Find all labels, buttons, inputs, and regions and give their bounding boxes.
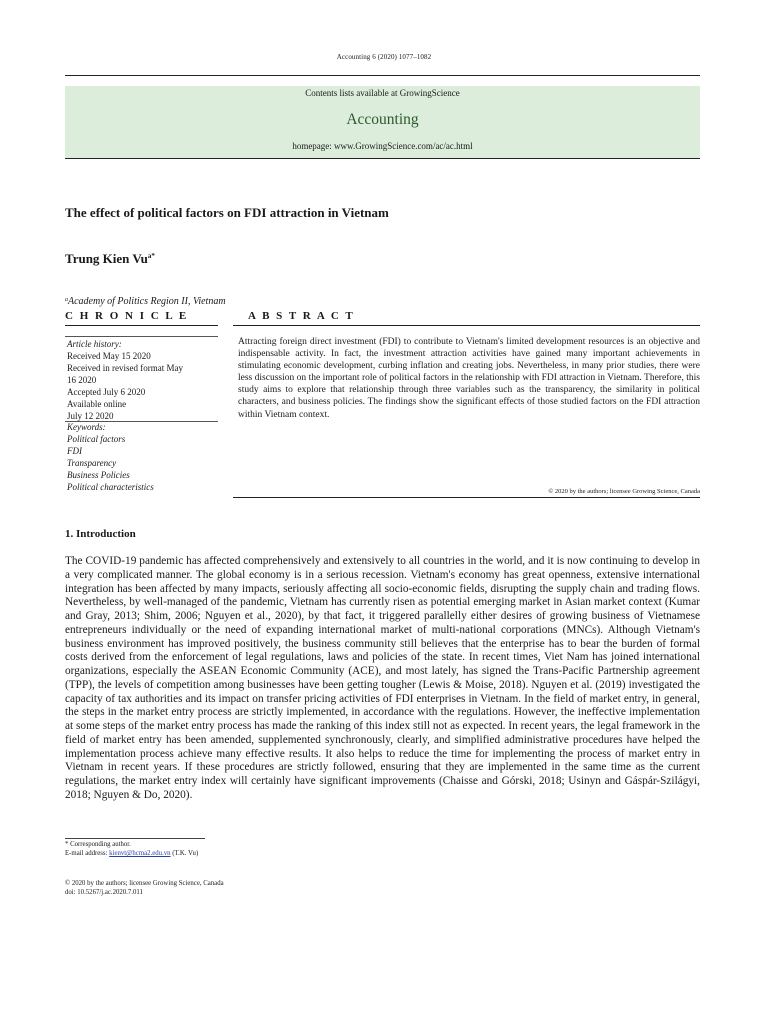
journal-name: Accounting xyxy=(346,111,419,128)
history-rule xyxy=(65,336,218,337)
email-line xyxy=(65,849,198,858)
journal-banner xyxy=(65,86,700,158)
affiliation xyxy=(65,296,226,307)
history-line: Received in revised format May xyxy=(67,363,183,373)
keyword-item: Transparency xyxy=(67,458,117,468)
keyword-item: FDI xyxy=(67,446,82,456)
affiliation-text: Academy of Politics Region II, Vietnam xyxy=(68,296,226,307)
banner-rule xyxy=(65,158,700,159)
article-history xyxy=(67,338,183,422)
footer-copyright: © 2020 by the authors; licensee Growing Science, Canada xyxy=(65,880,224,887)
chronicle-heading: C H R O N I C L E xyxy=(65,310,189,322)
article-title: The effect of political factors on FDI attraction in Vietnam xyxy=(65,205,389,220)
keyword-item: Political factors xyxy=(67,434,126,444)
abstract-heading: A B S T R A C T xyxy=(248,310,355,322)
history-label: Article history: xyxy=(67,339,122,349)
doi: doi: 10.5267/j.ac.2020.7.011 xyxy=(65,889,143,896)
email-suffix: (T.K. Vu) xyxy=(172,850,199,857)
introduction-heading: 1. Introduction xyxy=(65,528,136,540)
abstract-copyright: © 2020 by the authors; licensee Growing Science, Canada xyxy=(548,488,700,495)
abstract-rule-top xyxy=(233,325,700,326)
affiliation-mark: a xyxy=(65,297,68,303)
keywords-label: Keywords: xyxy=(67,422,106,432)
corresponding-note: * Corresponding author. xyxy=(65,841,131,848)
contents-line: Contents lists available at GrowingScience xyxy=(305,88,460,98)
author-text: Trung Kien Vu xyxy=(65,251,148,266)
chronicle-rule xyxy=(65,325,218,326)
email-label: E-mail address: xyxy=(65,850,108,857)
journal-homepage: homepage: www.GrowingScience.com/ac/ac.html xyxy=(292,141,473,151)
abstract-rule-bottom xyxy=(233,497,700,498)
keyword-item: Political characteristics xyxy=(67,482,154,492)
history-line: July 12 2020 xyxy=(67,411,114,421)
author-marks: a* xyxy=(147,252,155,260)
abstract-text: Attracting foreign direct investment (FDI) to contribute to Vietnam's limited development resources is an objective and indispensable activity. In fact, the investment attraction activities have gained many important achievements in stimulating economic development, curbing inflation and creating jobs. Nevertheless, in many prior studies, there were less discussion on the important role of political factors in the relationship with FDI attraction in Vietnam. Therefore, this study aims to explore that relationship through three variables such as the transparency, the similarity in political characters, and business policies. The findings show the significant effects of those studied factors on the FDI attraction within Vietnam context. xyxy=(238,337,700,420)
running-head: Accounting 6 (2020) 1077–1082 xyxy=(336,53,432,61)
footnote-rule xyxy=(65,838,205,839)
introduction-text: The COVID-19 pandemic has affected comprehensively and extensively to all countries in the world, and it is now continuing to develop in a very complicated manner. The global economy is in a serious recession. Vietnam's economy has great openness, extensive international integration has been affected by many impacts, seriously affecting all socio-economic fields, disrupting the supply chain and trading flows. Nevertheless, by well-managed of the pandemic, Vietnam has currently risen as potential emerging market in Asian market context (Kumar and Gray, 2013; Shim, 2006; Nguyen et al., 2020), by that fact, it triggered parallelly either desires of growing business of Vietnamese entrepreneurs individually or the need of expanding international market of multi-national corporations (MNCs). Although Vietnam's business environment has improved positively, the business community still believes that the enterprise has to bear the burden of formal costs derived from the enforcement of legal regulations, laws and policies of the state. In recent times, Viet Nam has joined international organizations, especially the ASEAN Economic Community (ACE), and most lately, has signed the Trans-Pacific Partnership agreement (TPP), the levels of competition among businesses have been getting tougher (Lewis & Moise, 2018). Nguyen et al. (2019) investigated the capacity of tax authorities and its impact on transfer pricing activities of FDI enterprises in Vietnam. In the field of market entry, in general, the steps in the market entry process are strictly implemented, in accordance with the regulations. However, the ineffective implementation at some steps of the market entry process has made the ranking of this index still not as expected. In recent years, the legal framework in the field of market entry has been amended, supplemented synchronously, clearly, and simplified administrative procedures have helped the implementation process achieve many effective results. It also helps to reduce the time for implementing the process of market entry in Vietnam in recent years. If these procedures are strictly followed, ensuring that they are implemented in the same time as the current regulations, the market entry index will certainly have significant improvements (Chaisse and Górski, 2018; Usinyn and Gáspár-Szilágyi, 2018; Nguyen & Do, 2020). xyxy=(65,555,700,801)
keywords-block xyxy=(67,421,154,493)
author-name xyxy=(65,251,155,267)
history-line: Accepted July 6 2020 xyxy=(67,387,146,397)
email-link[interactable]: kienvt@hcma2.edu.vn xyxy=(109,850,171,857)
history-line: Available online xyxy=(67,399,127,409)
history-line: 16 2020 xyxy=(67,375,97,385)
history-line: Received May 15 2020 xyxy=(67,351,151,361)
keyword-item: Business Policies xyxy=(67,470,130,480)
header-rule xyxy=(65,75,700,76)
